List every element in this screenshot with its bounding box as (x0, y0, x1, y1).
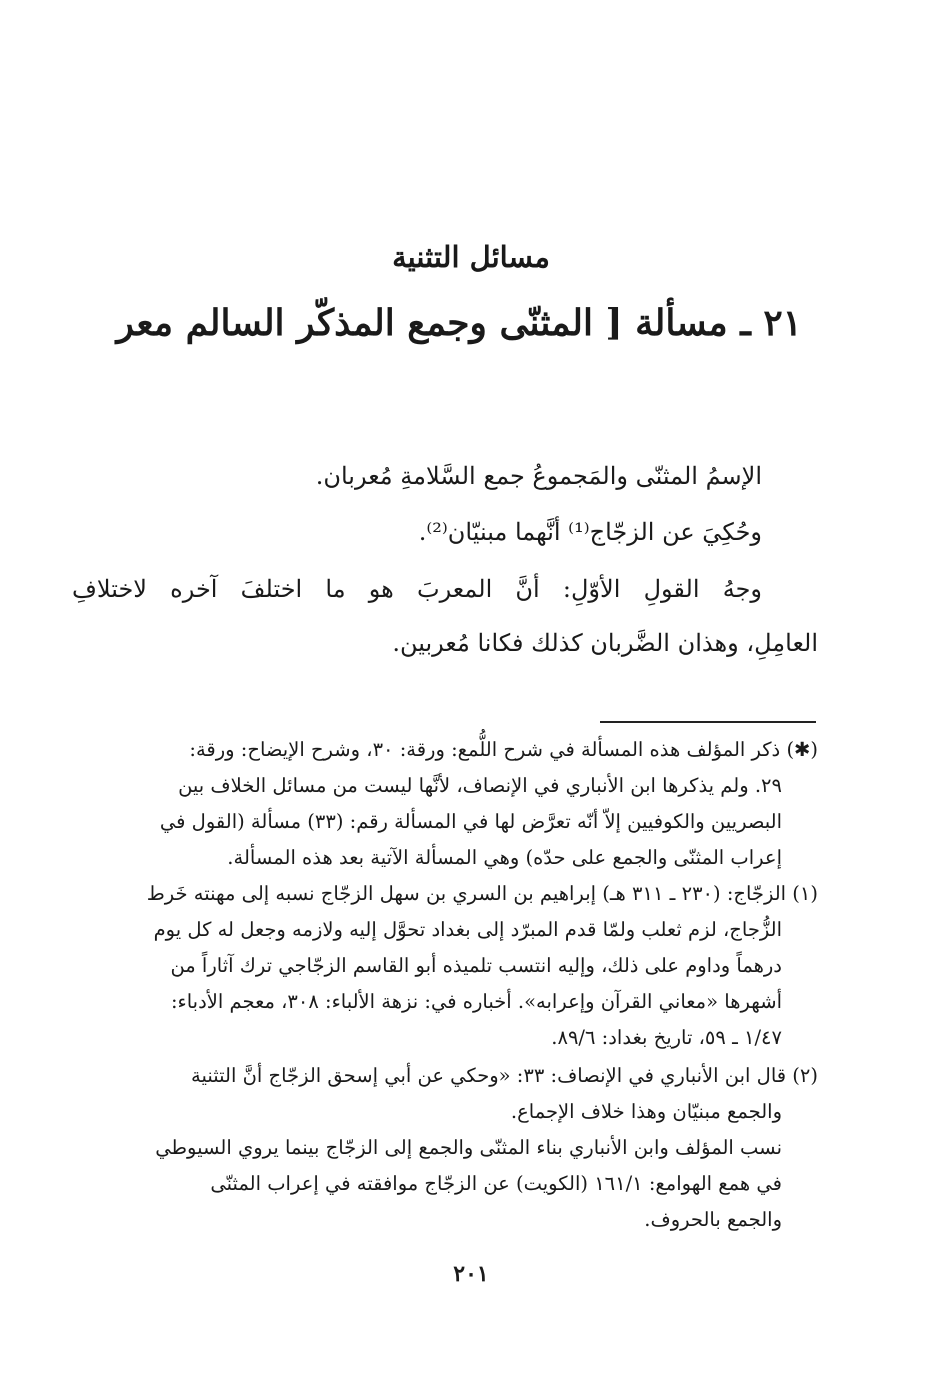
footnote-line: أشهرها «معاني القرآن وإعرابه». أخباره في: نزهة الألباء: ٣٠٨، معجم الأدباء: (170, 990, 782, 1013)
footnote-line: (٢) قال ابن الأنباري في الإنصاف: ٣٣: «وحكي عن أبي إسحق الزجّاج أنَّ التثنية (191, 1064, 818, 1087)
footnote-line: والجمع مبنيّان وهذا خلاف الإجماع. (510, 1100, 782, 1123)
footnote-line: (✱) ذكر المؤلف هذه المسألة في شرح اللُّمع: ورقة: ٣٠، وشرح الإيضاح: ورقة: (189, 738, 818, 761)
footnote-line: البصريين والكوفيين إلاّ أنّه تعرَّض لها في المسألة رقم: (٣٣) مسألة (القول في (159, 810, 782, 833)
footnote-line: إعراب المثنّى والجمع على حدّه) وهي المسألة الآتية بعد هذه المسألة. (227, 846, 782, 869)
footnote-line: ١/٤٧ ـ ٥٩، تاريخ بغداد: ٨٩/٦. (551, 1026, 782, 1049)
footnote-line: نسب المؤلف وابن الأنباري بناء المثنّى والجمع إلى الزجّاج بينما يروي السيوطي (155, 1136, 782, 1159)
footnote-line: الزُّجاج، لزم ثعلب ولمّا قدم المبرّد إلى بغداد تحوَّل إليه ولازمه وجعل له كل يوم (153, 918, 782, 941)
page-number: ٢٠١ (453, 1261, 489, 1287)
footnote-line: (١) الزجّاج: (٢٣٠ ـ ٣١١ هـ) إبراهيم بن السري بن سهل الزجّاج نسبه إلى مهنته خَرط (146, 882, 818, 905)
footnote-line: والجمع بالحروف. (644, 1208, 782, 1231)
body-line: وحُكِيَ عن الزجّاج⁽¹⁾ أنَّهما مبنيّان⁽²⁾. (418, 518, 762, 546)
section-title: مسائل التثنية (392, 240, 550, 274)
footnote-line: درهماً وداوم على ذلك، وإليه انتسب تلميذه أبو القاسم الزجّاجي ترك آثاراً من (170, 954, 782, 977)
footnote-line: في همع الهوامع: ١٦١/١ (الكويت) عن الزجّاج موافقته في إعراب المثنّى (210, 1172, 782, 1195)
footnote-separator (600, 721, 816, 723)
footnote-line: ٢٩. ولم يذكرها ابن الأنباري في الإنصاف، لأنَّها ليست من مسائل الخلاف بين (178, 774, 782, 797)
body-line: العامِلِ، وهذان الضَّربان كذلك فكانا مُعربين. (392, 629, 818, 657)
issue-title: ٢١ ـ مسألة [ المثنّى وجمع المذكّر السالم معر (116, 302, 802, 344)
body-line: وجهُ القولِ الأوّلِ: أنَّ المعربَ هو ما اختلفَ آخره لاختلافِ (72, 575, 762, 603)
body-line: الإسمُ المثنّى والمَجموعُ جمع السَّلامةِ مُعربان. (315, 462, 762, 490)
